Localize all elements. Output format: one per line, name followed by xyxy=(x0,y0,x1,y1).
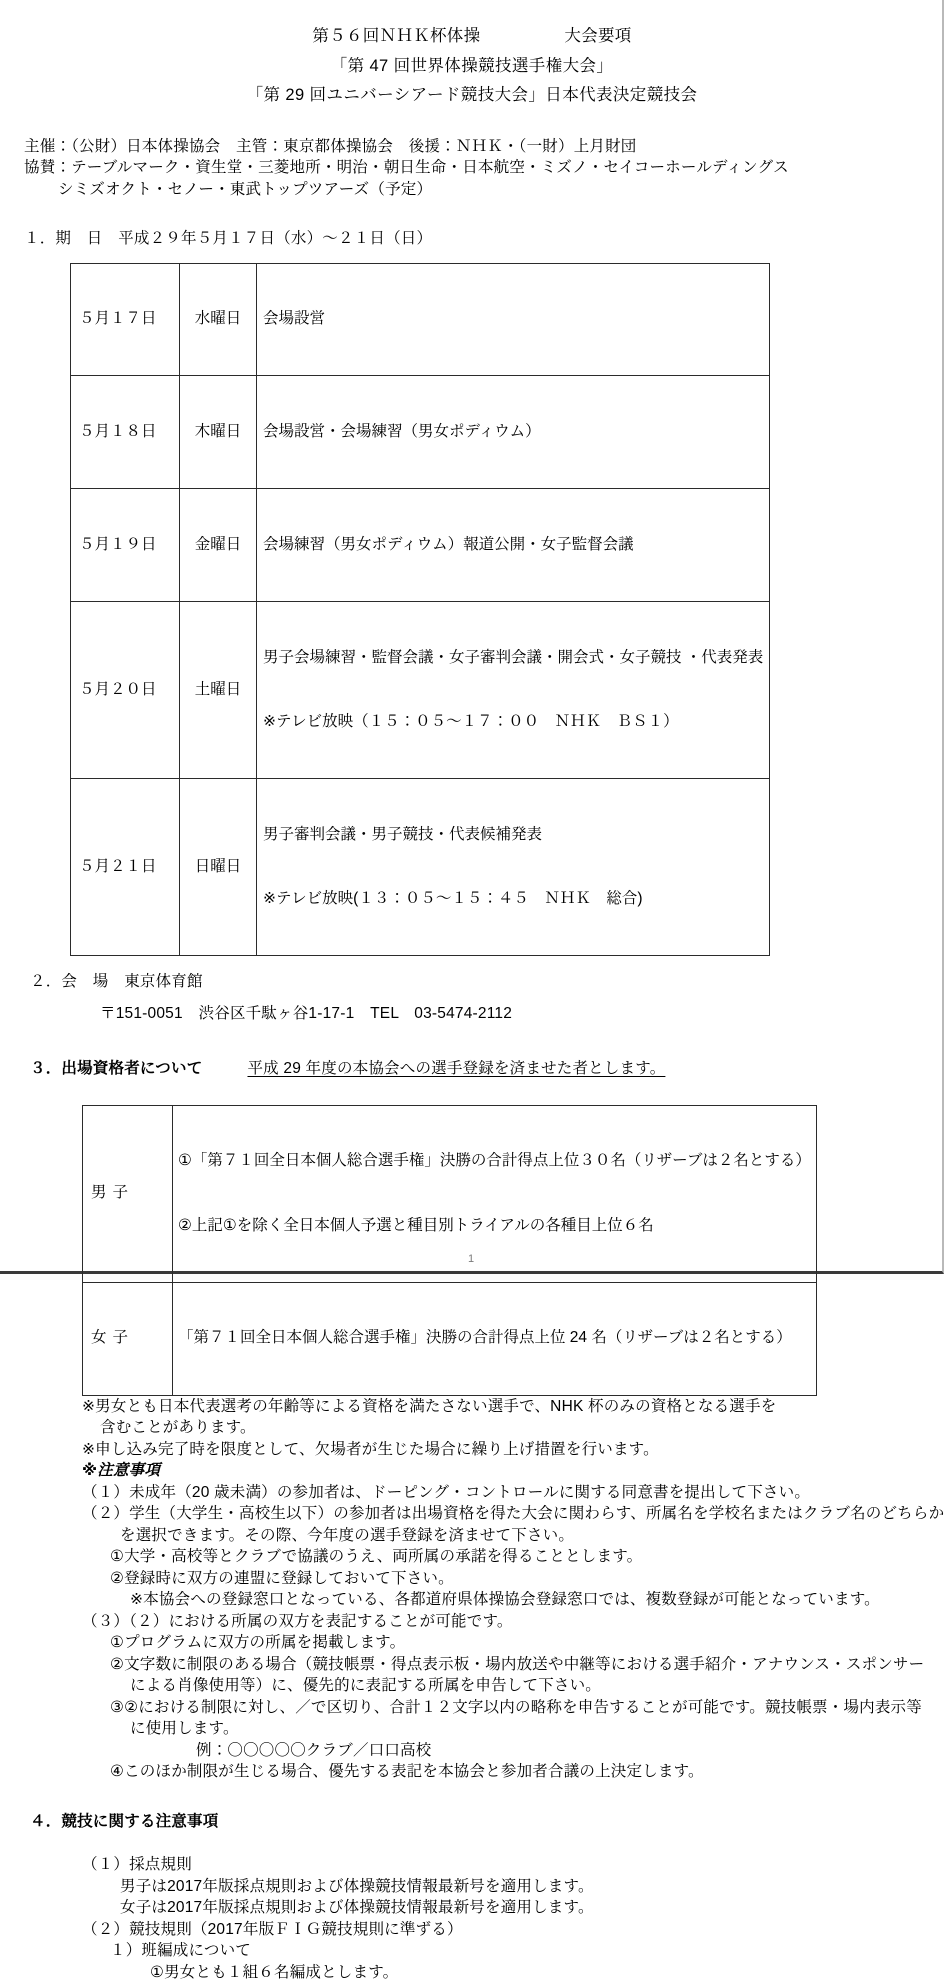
caution-item-3-sub-1: ①プログラムに双方の所属を掲載します。 xyxy=(110,1634,406,1651)
eligibility-body xyxy=(173,1282,817,1395)
section-4 xyxy=(0,1814,944,1981)
eligibility-category: 男子 xyxy=(83,1105,173,1282)
schedule-description xyxy=(257,602,770,779)
schedule-description-line: 男子会場練習・監督会議・女子審判会議・開会式・女子競技 ・代表発表 xyxy=(263,648,764,666)
table-row xyxy=(71,602,770,779)
caution-item-3-sub-3-cont: に使用します。 xyxy=(130,1720,239,1737)
section-2 xyxy=(0,974,944,1021)
schedule-date: ５月２０日 xyxy=(71,602,180,779)
table-row xyxy=(71,489,770,602)
section-3-heading-note: 平成 29 年度の本協会への選手登録を済ませた者とします。 xyxy=(247,1060,666,1078)
caution-item-2: （２）学生（大学生・高校生以下）の参加者は出場資格を得た大会に関わらす、所属名を学校名またはクラブ名のどちらか xyxy=(82,1505,945,1522)
caution-item-3-example: 例：〇〇〇〇〇クラブ／口口高校 xyxy=(196,1741,432,1759)
section-3-heading-row xyxy=(0,1061,944,1077)
schedule-date: ５月１７日 xyxy=(71,263,180,376)
schedule-date: ５月２１日 xyxy=(71,779,180,956)
eligibility-note-1-cont: 含むことがあります。 xyxy=(100,1419,256,1436)
eligibility-body-line: ②上記①を除く全日本個人予選と種目別トライアルの各種目上位６名 xyxy=(178,1216,654,1234)
schedule-day: 金曜日 xyxy=(180,489,257,602)
table-row xyxy=(71,263,770,376)
schedule-table xyxy=(70,263,770,957)
section-3 xyxy=(0,1061,944,1779)
table-row xyxy=(71,376,770,489)
schedule-date: ５月１９日 xyxy=(71,489,180,602)
title-block xyxy=(0,0,944,104)
caution-item-3: （３）（２）における所属の双方を表記することが可能です。 xyxy=(82,1612,513,1630)
eligibility-note-1: ※男女とも日本代表選考の年齢等による資格を満たさない選手で、NHK 杯のみの資格となる選手を xyxy=(82,1397,777,1415)
section-4-heading: ４．競技に関する注意事項 xyxy=(30,1812,219,1830)
section-4-item-2-sub-1-detail: ①男女とも１組６名編成とします。 xyxy=(150,1963,399,1981)
schedule-day: 木曜日 xyxy=(180,376,257,489)
caution-item-3-sub-4: ④このほか制限が生じる場合、優先する表記を本協会と参加者合議の上決定します。 xyxy=(110,1763,704,1780)
eligibility-note-2: ※申し込み完了時を限度として、欠場者が生じた場合に繰り上げ措置を行います。 xyxy=(82,1440,659,1458)
schedule-date: ５月１８日 xyxy=(71,376,180,489)
section-1-heading: １．期 日 平成２９年５月１７日（水）〜２１日（日） xyxy=(24,230,433,247)
eligibility-category: 女子 xyxy=(83,1282,173,1395)
schedule-broadcast-line: ※テレビ放映(１３：０５〜１５：４５ ＮＨＫ 総合) xyxy=(263,890,643,907)
caution-item-3-sub-2-cont: による肖像使用等）に、優先的に表記する所属を申告して下さい。 xyxy=(130,1677,602,1694)
eligibility-table xyxy=(82,1105,817,1396)
document-title-line-2: 「第 47 回世界体操競技選手権大会」 xyxy=(330,56,614,75)
document-title-line-1: 第５６回ＮＨＫ杯体操 大会要項 xyxy=(312,27,632,45)
section-3-heading: ３．出場資格者について xyxy=(30,1060,203,1078)
caution-item-3-sub-3: ③②における制限に対し、／で区切り、合計１２文字以内の略称を申告することが可能です。競技帳票・場内表示等 xyxy=(110,1698,922,1716)
organizer-line-host: 主催：（公財）日本体操協会 主管：東京都体操協会 後援：ＮＨＫ・（一財）上月財団 xyxy=(24,137,637,155)
caution-item-3-sub-2: ②文字数に制限のある場合（競技帳票・得点表示板・場内放送や中継等における選手紹介・アナウンス・スポンサー xyxy=(110,1655,925,1673)
schedule-description xyxy=(257,779,770,956)
schedule-description-line: 会場設営・会場練習（男女ポディウム） xyxy=(263,423,541,441)
schedule-description xyxy=(257,376,770,489)
schedule-description xyxy=(257,263,770,376)
schedule-description-line: 男子審判会議・男子競技・代表候補発表 xyxy=(263,825,543,843)
schedule-day: 水曜日 xyxy=(180,263,257,376)
schedule-description xyxy=(257,489,770,602)
schedule-description-line: 会場設営 xyxy=(263,310,326,328)
schedule-day: 土曜日 xyxy=(180,602,257,779)
caution-item-2-cont: を選択できます。その際、今年度の選手登録を済ませて下さい。 xyxy=(120,1526,575,1544)
organizer-line-sponsors-1: 協賛：テーブルマーク・資生堂・三菱地所・明治・朝日生命・日本航空・ミズノ・セイコーホールディングス xyxy=(24,159,789,176)
table-row xyxy=(71,779,770,956)
document-title-line-3: 「第 29 回ユニバーシアード競技大会」日本代表決定競技会 xyxy=(246,86,698,104)
cautions-heading: ※注意事項 xyxy=(82,1462,161,1479)
organizer-line-sponsors-2: シミズオクト・セノー・東武トップツアーズ（予定） xyxy=(58,180,433,198)
section-4-item-2: （２）競技規則（2017年版ＦＩＧ競技規則に準ずる） xyxy=(82,1920,463,1938)
schedule-broadcast-line: ※テレビ放映（１５：０５〜１７：００ ＮＨＫ ＢＳ１） xyxy=(263,713,679,730)
section-4-item-2-sub-1: １）班編成について xyxy=(110,1942,251,1959)
section-1 xyxy=(0,231,944,956)
section-4-item-1-women: 女子は2017年版採点規則および体操競技情報最新号を適用します。 xyxy=(120,1899,594,1916)
venue-address: 〒151-0051 渋谷区千駄ヶ谷1-17-1 TEL 03-5474-2112 xyxy=(100,1004,513,1022)
section-4-item-1-men: 男子は2017年版採点規則および体操競技情報最新号を適用します。 xyxy=(120,1877,594,1895)
page-number: 1 xyxy=(467,1253,475,1265)
section-2-heading: ２．会 場 東京体育館 xyxy=(30,973,203,991)
caution-item-1: （１）未成年（20 歳未満）の参加者は、ドーピング・コントロールに関する同意書を提出して下さい。 xyxy=(82,1483,811,1501)
eligibility-body-line: ①「第７１回全日本個人総合選手権」決勝の合計得点上位３０名（リザーブは２名とする） xyxy=(178,1152,811,1170)
schedule-day: 日曜日 xyxy=(180,779,257,956)
organizer-block xyxy=(0,139,944,198)
section-4-item-1: （１）採点規則 xyxy=(82,1856,192,1873)
caution-item-2-sub-2: ②登録時に双方の連盟に登録しておいて下さい。 xyxy=(110,1569,454,1587)
eligibility-body-line: 「第７１回全日本個人総合選手権」決勝の合計得点上位 24 名（リザーブは２名とする） xyxy=(178,1329,792,1347)
schedule-description-line: 会場練習（男女ポディウム）報道公開・女子監督会議 xyxy=(263,536,634,553)
caution-item-2-sub-note: ※本協会への登録窓口となっている、各都道府県体操協会登録窓口では、複数登録が可能となっています。 xyxy=(130,1591,880,1608)
caution-item-2-sub-1: ①大学・高校等とクラブで協議のうえ、両所属の承諾を得ることとします。 xyxy=(110,1548,643,1565)
table-row xyxy=(83,1282,817,1395)
